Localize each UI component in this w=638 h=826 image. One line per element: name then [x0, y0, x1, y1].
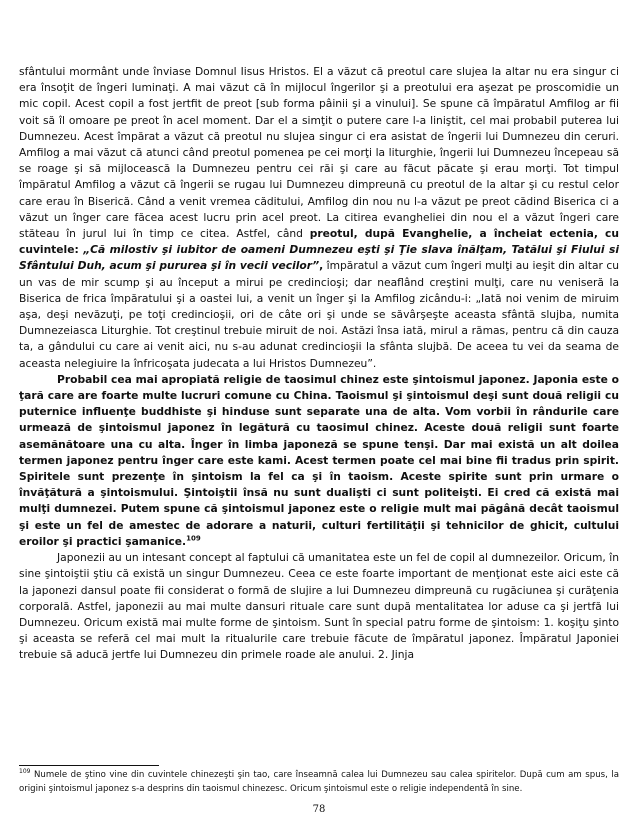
footnote-reference[interactable]: 109 — [186, 534, 201, 543]
paragraph-3-text: Japonezii au un intesant concept al faptului că umanitatea este un fel de copil al dumnezeilor. Oricum, în sine şintoiştii ştiu că există un singur Dumnezeu. Ceea ce este foarte important de menţionat este aici este că la japonezi dansul poate fii considerat o formă de slujire a lui Dumnezeu dimpreună cu rugăciunea şi curăţenia corporală. Astfel, japonezii au mai multe dansuri rituale care sunt după mentalitatea lor aduse ca şi jertfă lui Dumnezeu. Oricum există mai multe forme de şintoism. Sunt în special patru forme de şintoism: 1. koşiţu şinto şi aceasta se referă cel mai mult la ritualurile care trebuie făcute de împăratul japonez. Împăratul Japoniei trebuie să aducă jertfe lui Dumnezeu din primele roade ale anului. 2. Jinja — [19, 551, 619, 662]
footnote-text: Numele de ştino vine din cuvintele chinezeşti şin tao, care înseamnă calea lui Dumnezeu sau calea spiritelor. După cum am spus, la origini şintoismul japonez s-a desprins din taoismul chinezesc. Oricum şintoismul este o religie independentă în sine. — [19, 770, 619, 794]
paragraph-1-text-b: împăratul a văzut cum îngeri mulţi au ieşit din altar cu un vas de mir scump şi au început a mirui pe credincioşi; dar neaflând creştini mulţi, care nu veniseră la Biserica de frica împăratului şi a oastei lui, a venit un înger şi la Amfilog zicându-i: „Iată noi venim de miruim aşa, deşi nevăzuţi, pe toţi credincioşii, ori de câte ori şi unde se săvârşeşte aceasta sfântă slujba, numita Dumnezeiasca Liturghie. Tot creştinul trebuie miruit de noi. Astăzi însa iată, mirul a rămas, pentru că din cauza ta, a gândului cu care ai venit aici, nu s-au adunat credincioşii la sfânta slujbă. De aceea tu vei da seama de aceasta nelegiuire la înfricoşata judecata a lui Hristos Dumnezeu”. — [19, 259, 619, 370]
footnote-number: 109 — [19, 768, 31, 776]
paragraph-1-bold-comma: , — [319, 259, 324, 273]
paragraph-1-text-a: sfântului mormânt unde înviase Domnul Iisus Hristos. El a văzut că preotul care slujea la altar nu era singur ci era însoţit de îngeri luminaţi. A mai văzut că în mijlocul îngerilor şi a preotului era aşezat pe proscomidie un mic copil. Acest copil a fost jertfit de preot [sub forma pâinii şi a vinului]. Se spune că împăratul Amfilog ar fii voit să îl omoare pe preot în acel moment. Dar el a simţit o putere care l-a liniştit, cel mai probabil puterea lui Dumnezeu. Acest împărat a văzut că preotul nu slujea singur ci era asistat de îngerii lui Dumnezeu din ceruri. Amfilog a mai văzut că atunci când preotul pomenea pe cei morţi la liturghie, îngerii lui Dumnezeu începeau să se roage şi să mijlocească la Dumnezeu pentru cei răi şi care au făcut păcate şi erau morţi. Tot timpul împăratul Amfilog a văzut că îngerii se rugau lui Dumnezeu dimpreună cu preotul de la altar şi cu restul celor care erau în Biserică. Când a venit vremea căditului, Amfilog din nou nu l-a văzut pe preot cădind Biserica ci a văzut un înger care făcea acest lucru prin acel preot. La citirea evangheliei din nou el a văzut îngeri care stăteau în jurul lui în timp ce citea. Astfel, când — [19, 65, 619, 241]
footnote-divider — [19, 765, 159, 766]
page-number: 78 — [312, 804, 326, 815]
paragraph-1 — [19, 64, 619, 372]
paragraph-2 — [19, 372, 619, 550]
footnote — [19, 768, 619, 796]
paragraph-1-liturgical-quote: „Că milostiv şi iubitor de oameni Dumnezeu eşti şi Ţie slava înălţam, Tatălui şi Fiului si Sfântului Duh, acum şi pururea şi în vecii vecilor” — [19, 243, 619, 273]
paragraph-2-text: Probabil cea mai apropiată religie de taosimul chinez este şintoismul japonez. Japonia este o ţară care are foarte multe lucruri comune cu China. Taoismul şi şintoismul deşi sunt două religii cu puternice influenţe buddhiste şi hinduse sunt separate una de alta. Vom vorbii în rândurile care urmează de şintoismul japonez în legătură cu taosimul chinez. Aceste două religii sunt foarte asemănătoare una cu alta. Înger în limba japoneză se spune tenşi. Dar mai există un alt doilea termen japonez pentru înger care este kami. Acest termen poate cel mai bine fii tradus prin spirit. Spiritele sunt prezenţe în şintoism la fel ca şi în taoism. Aceste spirite sunt prin urmare o învăţătură a şintoismului. Şintoiştii însă nu sunt dualişti ci sunt politeişti. Ei cred că există mai mulţi dumnezei. Putem spune că şintoismul japonez este o religie mult mai păgână decât taoismul şi este un fel de amestec de adorare a naturii, culturi fertilităţii şi tehnicilor de ghicit, cultului eroilor şi practici şamanice. — [19, 372, 619, 548]
paragraph-3 — [19, 550, 619, 663]
paragraph-1-bold-a: preotul, după Evanghelie, a încheiat ectenia, cu cuvintele: — [19, 227, 619, 257]
body-text — [19, 64, 619, 664]
